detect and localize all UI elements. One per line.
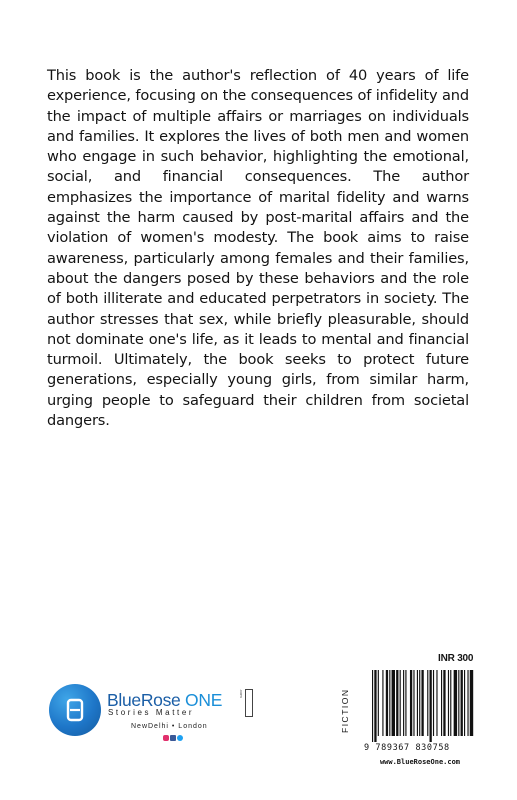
instagram-icon [163, 735, 169, 741]
publisher-tagline: Stories Matter [108, 708, 195, 717]
isbn-barcode [364, 670, 476, 770]
publisher-mark-box [245, 689, 253, 717]
twitter-icon [177, 735, 183, 741]
facebook-icon [170, 735, 176, 741]
isbn-digits: 9 789367 830758 [364, 743, 450, 753]
publisher-logo-icon [49, 684, 101, 736]
publisher-location: NewDelhi • London [131, 723, 208, 730]
price-label: INR 300 [438, 653, 474, 664]
barcode-bars [364, 670, 476, 744]
publisher-name-part2: ONE [185, 690, 223, 710]
back-cover-blurb: This book is the author's reflection of 40 years of life experience, focusing on the consequences of infidelity and the impact of multiple affairs or marriages on individuals and families. It explores the lives of both men and women who engage in such behavior, highlighting the emotional, social, and financial consequences. The author emphasizes the importance of marital fidelity and warns against the harm caused by post-marital affairs and the violation of women's modesty. The book aims to raise awareness, particularly among females and their families, about the dangers posed by these behaviors and the role of both illiterate and educated perpetrators in society. The author stresses that sex, while briefly pleasurable, should not dominate one's life, as it leads to mental and financial turmoil. Ultimately, the book seeks to protect future generations, especially young girls, from similar harm, urging people to safeguard their children from societal dangers. [47, 67, 469, 430]
publisher-domain-suffix: .com [239, 689, 244, 698]
publisher-website: www.BlueRoseOne.com [379, 758, 461, 766]
publisher-name-part1: BlueRose [107, 690, 181, 710]
genre-label: FICTION [340, 688, 350, 733]
social-icons [163, 735, 183, 741]
